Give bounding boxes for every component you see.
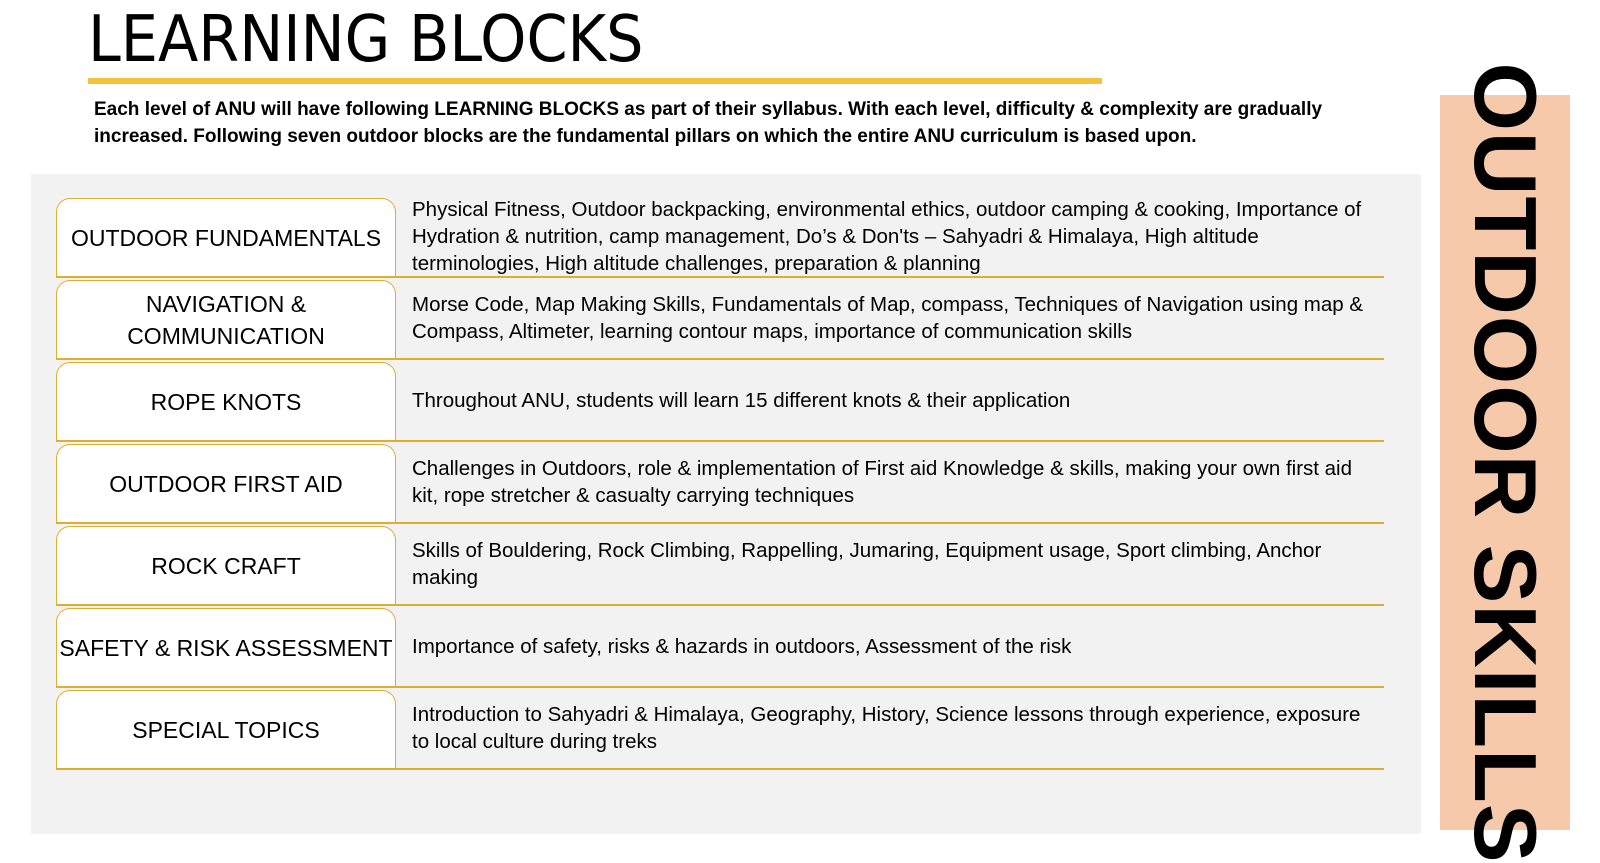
block-description: Physical Fitness, Outdoor backpacking, environmental ethics, outdoor camping & cooking, Importance of Hydration & nutrition, camp management, Do’s & Don'ts – Sahyadri & Himalaya, High altitude terminologies, High altitude challenges, preparation & planning [412, 197, 1362, 275]
block-name: OUTDOOR FUNDAMENTALS [56, 198, 396, 276]
block-name: NAVIGATION & COMMUNICATION [56, 280, 396, 358]
block-row [56, 606, 1384, 688]
page-title: LEARNING BLOCKS [88, 3, 644, 77]
block-row [56, 196, 1384, 278]
block-description: Importance of safety, risks & hazards in outdoors, Assessment of the risk [412, 634, 1072, 658]
side-banner [1440, 61, 1570, 863]
side-banner-label: OUTDOOR SKILLS [1456, 61, 1555, 863]
block-description: Challenges in Outdoors, role & implementation of First aid Knowledge & skills, making your own first aid kit, rope stretcher & casualty carrying techniques [412, 457, 1353, 507]
block-row [56, 524, 1384, 606]
block-row [56, 360, 1384, 442]
block-description: Throughout ANU, students will learn 15 different knots & their application [412, 388, 1071, 412]
block-row [56, 688, 1384, 770]
block-name: ROCK CRAFT [56, 526, 396, 604]
block-description: Skills of Bouldering, Rock Climbing, Rappelling, Jumaring, Equipment usage, Sport climbing, Anchor making [412, 539, 1322, 589]
row-divider [56, 768, 1384, 770]
block-name: OUTDOOR FIRST AID [56, 444, 396, 522]
block-row [56, 278, 1384, 360]
block-description: Morse Code, Map Making Skills, Fundamentals of Map, compass, Techniques of Navigation using map & Compass, Altimeter, learning contour maps, importance of communication skills [412, 293, 1364, 343]
block-name: ROPE KNOTS [56, 362, 396, 440]
block-name: SPECIAL TOPICS [56, 690, 396, 768]
block-description: Introduction to Sahyadri & Himalaya, Geography, History, Science lessons through experience, exposure to local culture during treks [412, 703, 1361, 753]
title-underline [88, 78, 1102, 84]
block-name: SAFETY & RISK ASSESSMENT [56, 608, 396, 686]
intro-text: Each level of ANU will have following LEARNING BLOCKS as part of their syllabus. With each level, difficulty & complexity are gradually increased. Following seven outdoor blocks are the fundamental pillars on which the entire ANU curriculum is based upon. [94, 99, 1323, 147]
block-row [56, 442, 1384, 524]
